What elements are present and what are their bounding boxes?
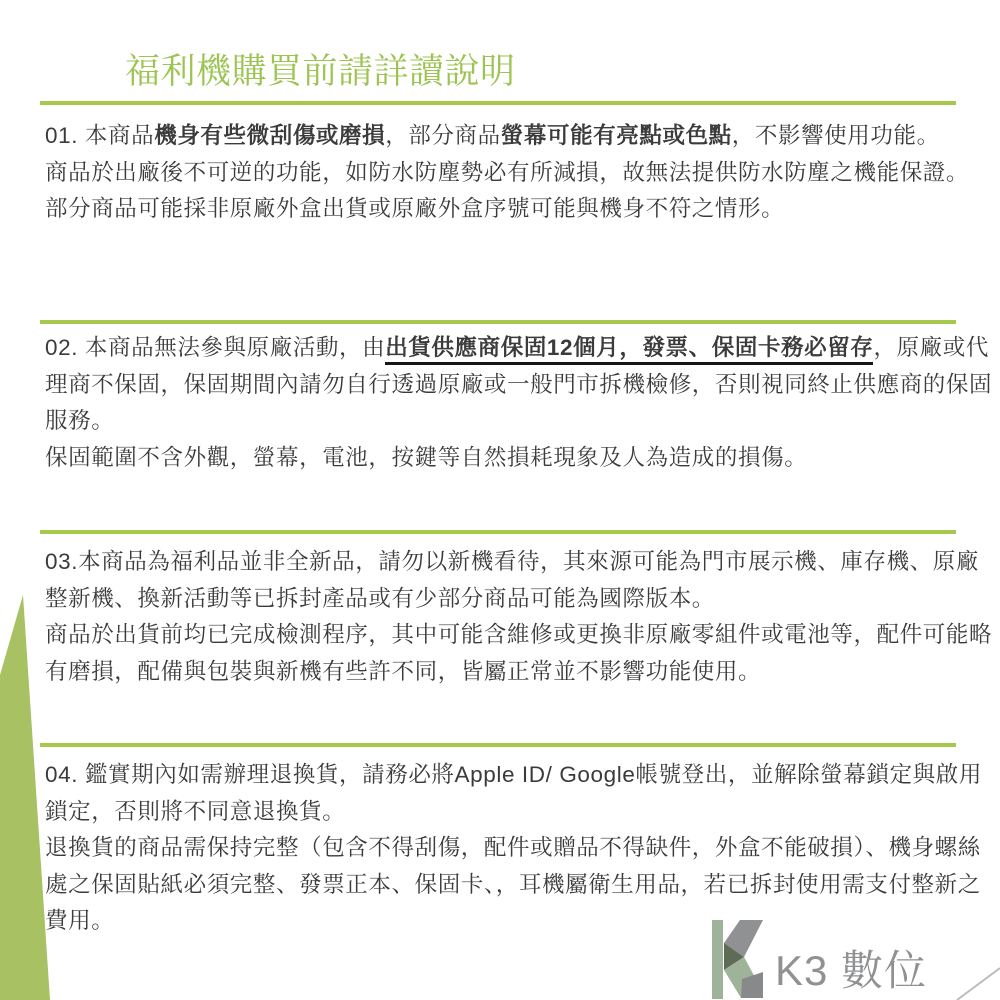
text-line [45, 757, 982, 794]
text-line [45, 544, 979, 581]
text-run: 鎖定，否則將不同意退換貨。 [45, 798, 346, 824]
text-line [45, 903, 975, 940]
text-run: 費用。 [45, 908, 115, 934]
text-run: 01. 本商品 [45, 123, 155, 148]
text-line [45, 367, 993, 404]
text-run: ，部分商品 [385, 123, 501, 148]
text-line [45, 617, 993, 654]
text-run: 部分商品可能採非原廠外盒出貨或原廠外盒序號可能與機身不符之情形。 [45, 196, 785, 222]
page-title: 福利機購買前請詳讀說明 [125, 52, 516, 91]
text-line [45, 330, 989, 367]
text-run: 理商不保固，保固期間內請勿自行透過原廠或一般門市拆機檢修，否則視同終止供應商的保固 [45, 371, 993, 397]
text-run: 保固範圍不含外觀，螢幕，電池，按鍵等自然損耗現象及人為造成的損傷。 [45, 444, 808, 470]
text-run: 有磨損，配備與包裝與新機有些許不同，皆屬正常並不影響功能使用。 [45, 658, 762, 684]
logo-text: K3 數位 [775, 947, 928, 994]
text-line [45, 403, 975, 440]
notice-section-03 [45, 544, 993, 690]
text-run: 螢幕可能有亮點或色點 [500, 123, 732, 148]
text-run: ，不影響使用功能。 [731, 123, 940, 148]
text-run: 02. 本商品無法參與原廠活動，由 [45, 335, 386, 360]
text-line [45, 830, 981, 867]
text-run: 商品於出貨前均已完成檢測程序，其中可能含維修或更換非原廠零組件或電池等，配件可能略 [45, 622, 993, 648]
notice-section-01 [45, 118, 975, 228]
text-run: 機身有些微刮傷或磨損 [154, 123, 386, 148]
text-line [45, 581, 975, 618]
text-line [45, 191, 975, 228]
text-run: 04. 鑑實期內如需辦理退換貨，請務必將Apple ID/ Google帳號登出，並解除螢幕鎖定與啟用 [45, 762, 982, 787]
text-run: 服務。 [45, 408, 115, 434]
notice-section-02 [45, 330, 993, 476]
notice-section-04 [45, 757, 982, 940]
text-line [45, 155, 975, 192]
text-line [45, 440, 975, 477]
text-run: 退換貨的商品需保持完整（包含不得刮傷，配件或贈品不得缺件，外盒不能破損）、機身螺絲 [45, 835, 981, 861]
text-run: 處之保固貼紙必須完整、發票正本、保固卡、，耳機屬衛生用品，若已拆封使用需支付整新之 [45, 871, 981, 897]
text-run: ，原廠或代 [873, 335, 989, 360]
text-line [45, 654, 975, 691]
text-run: 整新機、換新活動等已拆封產品或有少部分商品可能為國際版本。 [45, 585, 715, 611]
text-run: 03.本商品為福利品並非全新品，請勿以新機看待，其來源可能為門市展示機、庫存機、原廠 [45, 549, 979, 574]
text-run: 出貨供應商保固12個月，發票、保固卡務必留存 [385, 335, 873, 365]
text-line [45, 867, 981, 904]
text-line [45, 118, 975, 155]
text-line [45, 794, 975, 831]
text-run: 商品於出廠後不可逆的功能，如防水防塵勢必有所減損，故無法提供防水防塵之機能保證。 [45, 159, 970, 185]
